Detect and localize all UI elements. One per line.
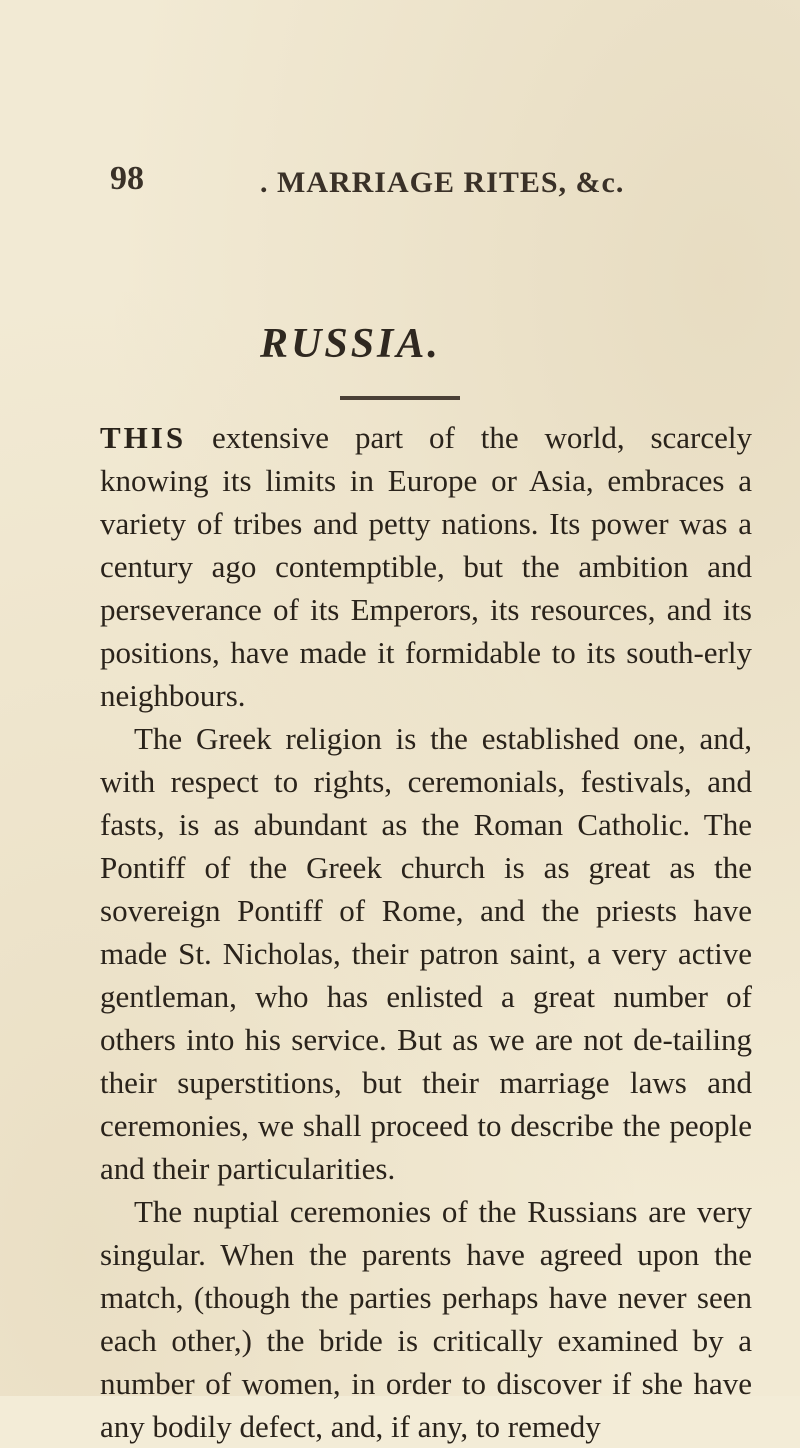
- paragraph-2: The Greek religion is the established one, and, with respect to rights, ceremonials, festivals, and fasts, is as abundant as the Roman Catholic. The Pontiff of the Greek church is as great as the sovereign Pontiff of Rome, and the priests have made St. Nicholas, their patron saint, a very active gentleman, who has enlisted a great number of others into his service. But as we are not de-tailing their superstitions, but their marriage laws and ceremonies, we shall proceed to describe the people and their particularities.: [100, 721, 752, 1186]
- paragraph-lead-word: THIS: [100, 420, 187, 455]
- paragraph-1: [100, 416, 752, 717]
- page-header: [110, 160, 710, 220]
- body-text: [100, 416, 752, 1448]
- paragraph-1-text: extensive part of the world, scarcely knowing its limits in Europe or Asia, embraces a variety of tribes and petty nations. Its power was a century ago contemptible, but the ambition and perseverance of its Emperors, its resources, and its positions, have made it formidable to its south-erly neighbours.: [100, 420, 752, 713]
- running-head: . MARRIAGE RITES, &c.: [260, 166, 625, 199]
- paragraph-3: The nuptial ceremonies of the Russians are very singular. When the parents have agreed upon the match, (though the parties perhaps have never seen each other,) the bride is critically examined by a number of women, in order to discover if she have any bodily defect, and, if any, to remedy: [100, 1194, 752, 1444]
- page-number: 98: [110, 160, 144, 197]
- section-title: RUSSIA.: [260, 321, 441, 367]
- title-rule: [340, 396, 460, 400]
